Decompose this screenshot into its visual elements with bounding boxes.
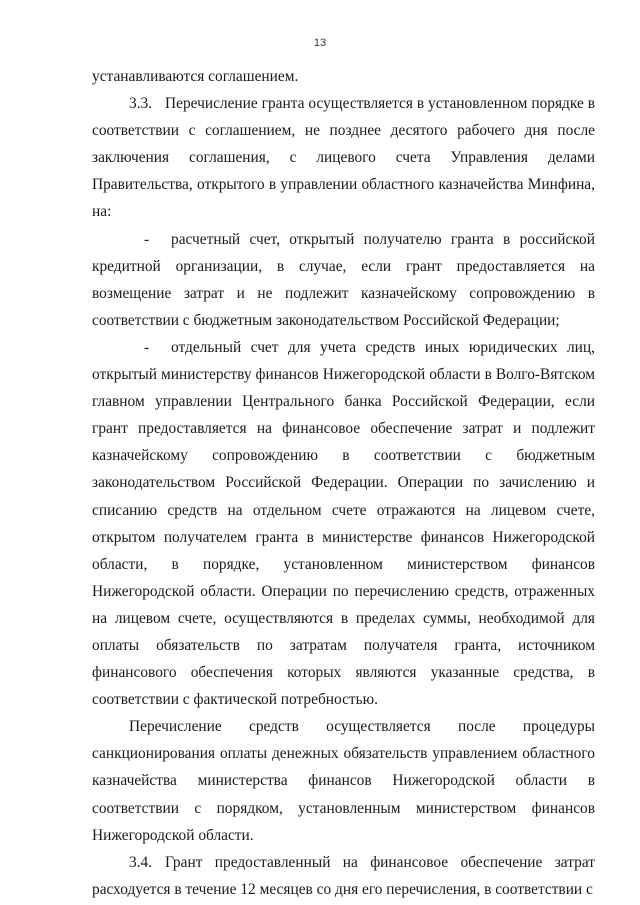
- paragraph-text: Грант предоставленный на финансовое обеспечение затрат расходуется в течение 12 месяцев со дня его перечисления, в соответствии с: [92, 853, 595, 898]
- paragraph-text: Перечисление гранта осуществляется в установленном порядке в соответствии с соглашением, не позднее десятого рабочего дня после заключения соглашения, с лицевого счета Управления делами Правительства, открытого в управлении областного казначейства Минфина, на:: [92, 95, 595, 221]
- dash-marker: -: [144, 338, 150, 356]
- clause-number: 3.4.: [129, 853, 153, 871]
- paragraph-text: расчетный счет, открытый получателю гранта в российской кредитной организации, в случае, если грант предоставляется на возмещение затрат и не подлежит казначейскому сопровождению в соответствии с бюджетным законодательством Российской Федерации;: [92, 230, 595, 329]
- list-item-settlement-account: [92, 226, 595, 334]
- paragraph-3-3: [92, 90, 595, 225]
- paragraph-text: устанавливаются соглашением.: [92, 68, 299, 85]
- paragraph-transfer-procedure: [92, 713, 595, 848]
- clause-number: 3.3.: [129, 95, 153, 113]
- list-item-separate-account: [92, 334, 595, 713]
- paragraph-text: Перечисление средств осуществляется после процедуры санкционирования оплаты денежных обязательств управлением областного казначейства министерства финансов Нижегородской области в соответствии с порядком, установленным министерством финансов Нижегородской области.: [92, 718, 595, 844]
- page-number: 13: [313, 37, 327, 49]
- dash-marker: -: [144, 230, 150, 248]
- document-body: [92, 63, 595, 903]
- paragraph-3-4: [92, 849, 595, 903]
- paragraph-text: отдельный счет для учета средств иных юридических лиц, открытый министерству финансов Нижегородской области в Волго-Вятском главном управлении Центрального банка Российской Федерации, если грант предоставляется на финансовое обеспечение затрат и подлежит казначейскому сопровождению в соответствии с бюджетным законодательством Российской Федерации. Операции по зачислению и списанию средств на отдельном счете отражаются на лицевом счете, открытом получателем гранта в министерстве финансов Нижегородской области, в порядке, установленном министерством финансов Нижегородской области. Операции по перечислению средств, отраженных на лицевом счете, осуществляются в пределах суммы, необходимой для оплаты обязательств по затратам получателя гранта, источником финансового обеспечения которых являются указанные средства, в соответствии с фактической потребностью.: [92, 338, 595, 709]
- paragraph-continuation: [92, 63, 595, 90]
